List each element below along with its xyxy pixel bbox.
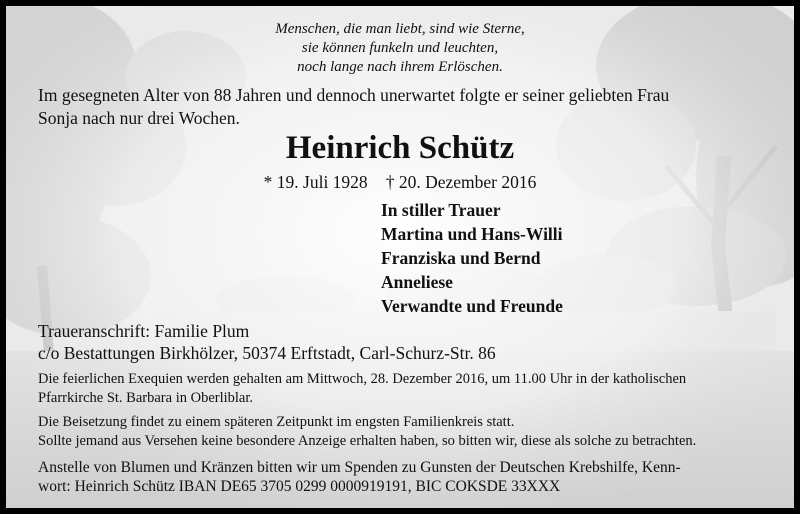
intro-line: Sonja nach nur drei Wochen. — [38, 108, 240, 128]
address-line: Traueranschrift: Familie Plum — [38, 321, 250, 341]
deceased-name: Heinrich Schütz — [285, 130, 515, 166]
donation-line: Anstelle von Blumen und Kränzen bitten wir um Spenden zu Gunsten der Deutschen Krebshilfe, Kenn- — [38, 459, 681, 476]
burial-notice — [38, 413, 768, 451]
poem-line: noch lange nach ihrem Erlöschen. — [297, 59, 503, 75]
poem-quote — [206, 20, 594, 77]
donation-notice — [38, 458, 768, 496]
exequien-line: Die feierlichen Exequien werden gehalten am Mittwoch, 28. Dezember 2016, um 11.00 Uhr in der katholischen — [38, 371, 687, 387]
mourner-line: In stiller Trauer — [381, 200, 501, 220]
intro-line: Im gesegneten Alter von 88 Jahren und dennoch unerwartet folgte er seiner geliebten Frau — [38, 85, 670, 105]
birth-date: * 19. Juli 1928 — [263, 172, 368, 192]
mourning-address — [38, 320, 496, 364]
poem-line: sie können funkeln und leuchten, — [301, 40, 499, 56]
burial-line: Sollte jemand aus Versehen keine besondere Anzeige erhalten haben, so bitten wir, diese als solche zu betrachten. — [38, 433, 697, 449]
mourner-line: Martina und Hans-Willi — [381, 224, 563, 244]
burial-line: Die Beisetzung findet zu einem späteren Zeitpunkt im engsten Familienkreis statt. — [38, 414, 515, 430]
mourner-line: Verwandte und Freunde — [381, 296, 563, 316]
poem-line: Menschen, die man liebt, sind wie Sterne, — [275, 21, 525, 37]
death-date: † 20. Dezember 2016 — [385, 172, 537, 192]
mourner-line: Anneliese — [381, 272, 453, 292]
mourner-line: Franziska und Bernd — [381, 248, 541, 268]
donation-line: wort: Heinrich Schütz IBAN DE65 3705 0299 0000919191, BIC COKSDE 33XXX — [38, 478, 561, 495]
address-line: c/o Bestattungen Birkhölzer, 50374 Erftstadt, Carl-Schurz-Str. 86 — [38, 343, 496, 363]
exequien-notice — [38, 370, 768, 408]
mourners-list — [381, 198, 563, 318]
intro-text — [38, 84, 768, 130]
exequien-line: Pfarrkirche St. Barbara in Oberliblar. — [38, 390, 254, 406]
life-dates — [6, 171, 794, 193]
